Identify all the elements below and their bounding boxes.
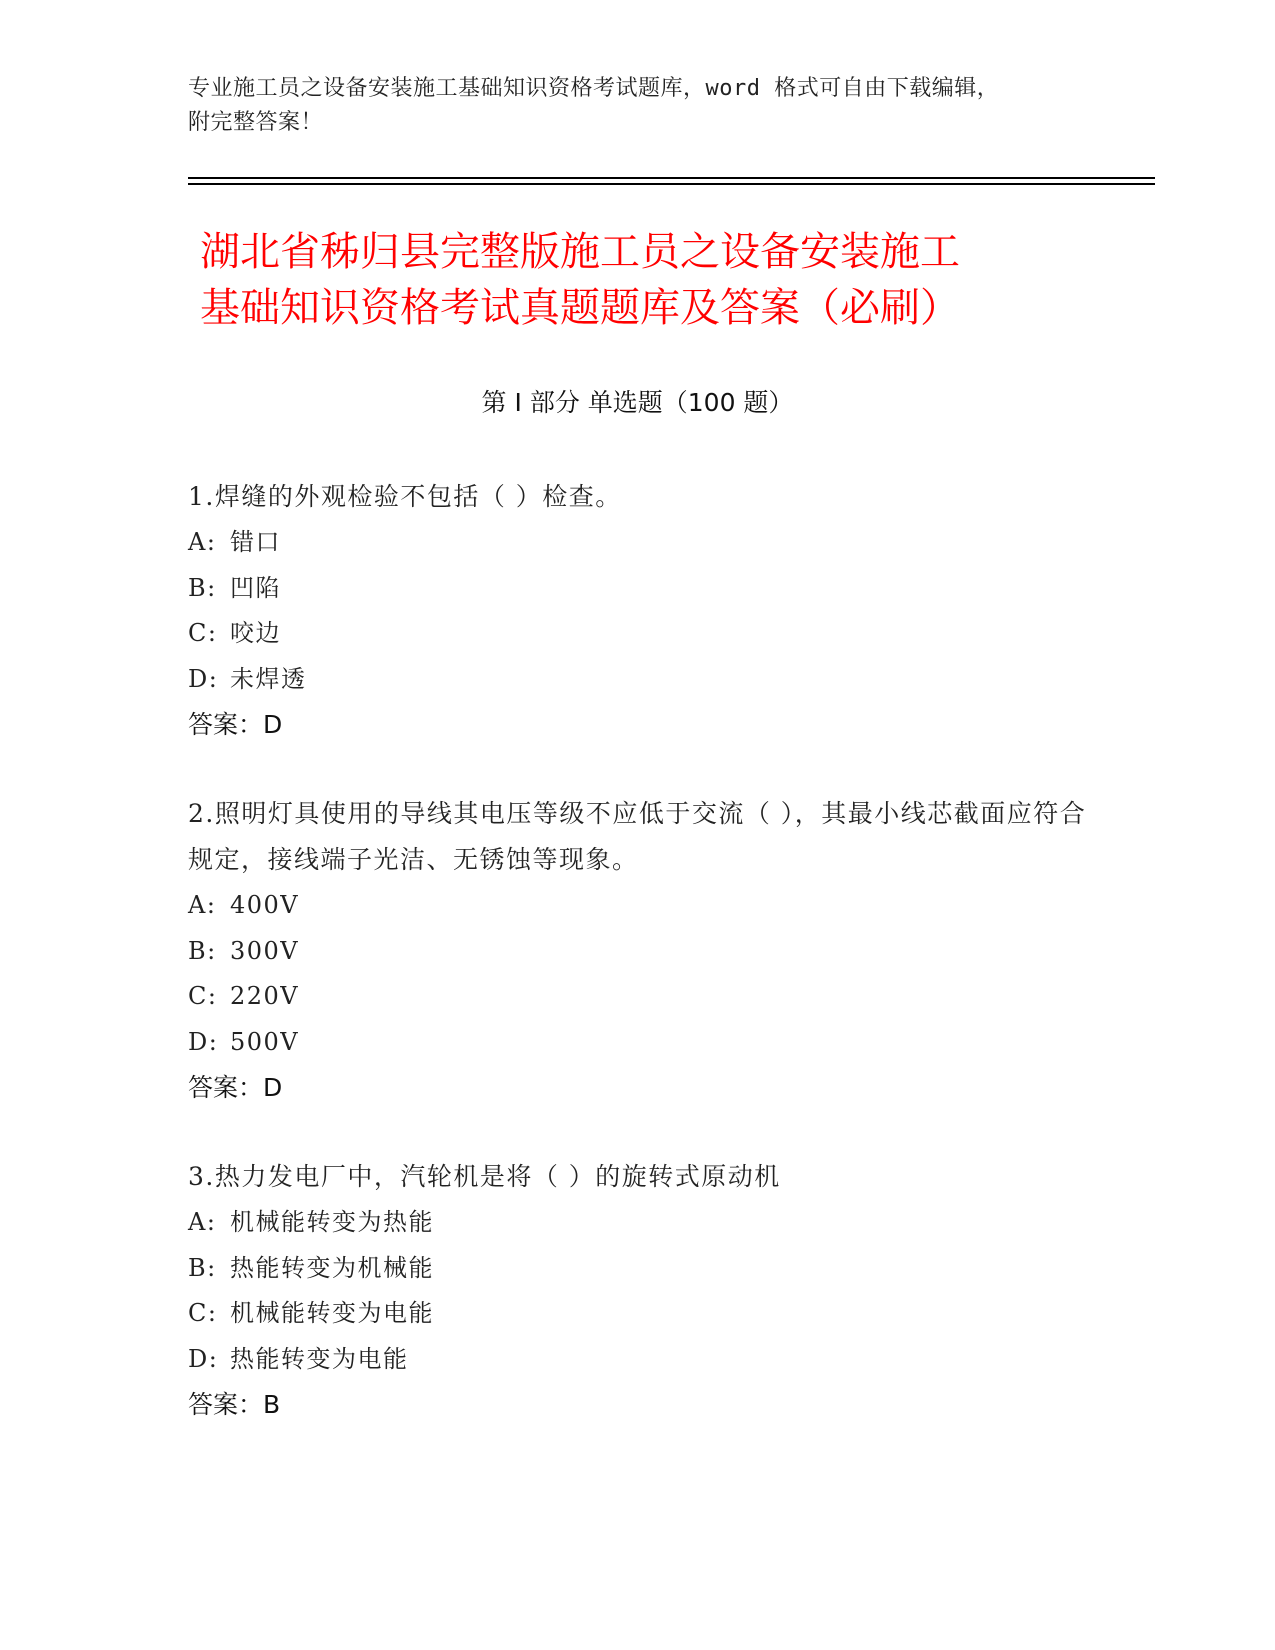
document-title-line1: 湖北省秭归县完整版施工员之设备安装施工 [200, 229, 960, 275]
option-text: 500V [230, 1027, 300, 1056]
option-label: D: [188, 1027, 219, 1056]
option-c [188, 1291, 1088, 1337]
option-text: 机械能转变为热能 [230, 1208, 434, 1236]
option-text: 热能转变为机械能 [230, 1253, 434, 1282]
option-b [188, 1246, 1088, 1292]
option-label: D: [188, 664, 219, 693]
option-text: 机械能转变为电能 [230, 1299, 434, 1327]
option-a [188, 883, 1088, 929]
question-stem: 2.照明灯具使用的导线其电压等级不应低于交流（ ），其最小线芯截面应符合规定，接线端子光洁、无锈蚀等现象。 [188, 799, 1087, 874]
header-divider-top [188, 177, 1155, 179]
option-label: C: [188, 982, 218, 1010]
option-text: 错口 [230, 528, 281, 556]
document-title [200, 224, 1120, 336]
question-1 [188, 474, 1088, 748]
option-a [188, 1200, 1088, 1246]
section-title: 第 I 部分 单选题（100 题） [481, 388, 794, 417]
question-3 [188, 1154, 1088, 1428]
option-text: 300V [230, 936, 300, 965]
document-title-line2: 基础知识资格考试真题题库及答案（必刷） [200, 285, 960, 331]
answer: 答案：B [188, 1390, 281, 1419]
option-label: C: [188, 1299, 218, 1327]
header-divider-bottom [188, 183, 1155, 185]
option-d [188, 657, 1088, 703]
option-text: 220V [230, 982, 300, 1010]
option-b [188, 929, 1088, 975]
option-text: 凹陷 [230, 573, 281, 602]
option-label: B: [188, 1253, 217, 1282]
option-c [188, 611, 1088, 657]
answer: 答案：D [188, 710, 283, 739]
option-d [188, 1020, 1088, 1066]
option-text: 咬边 [230, 619, 281, 647]
option-b [188, 566, 1088, 612]
header-note-line2: 附完整答案！ [188, 110, 324, 135]
question-list [188, 474, 1088, 1471]
option-label: A: [188, 1208, 217, 1236]
question-stem: 3.热力发电厂中，汽轮机是将（ ）的旋转式原动机 [188, 1162, 781, 1191]
option-c [188, 974, 1088, 1020]
option-d [188, 1337, 1088, 1383]
option-label: D: [188, 1344, 219, 1373]
answer: 答案：D [188, 1073, 283, 1102]
option-label: A: [188, 891, 217, 919]
header-note-line1: 专业施工员之设备安装施工基础知识资格考试题库，word 格式可自由下载编辑， [188, 76, 1000, 101]
option-text: 400V [230, 891, 300, 919]
option-text: 未焊透 [230, 664, 307, 693]
question-2 [188, 791, 1088, 1111]
option-label: A: [188, 528, 217, 556]
option-label: B: [188, 573, 217, 602]
header-note [188, 72, 1068, 140]
option-text: 热能转变为电能 [230, 1344, 409, 1373]
option-a [188, 520, 1088, 566]
option-label: C: [188, 619, 218, 647]
option-label: B: [188, 936, 217, 965]
question-stem: 1.焊缝的外观检验不包括（ ）检查。 [188, 482, 622, 511]
